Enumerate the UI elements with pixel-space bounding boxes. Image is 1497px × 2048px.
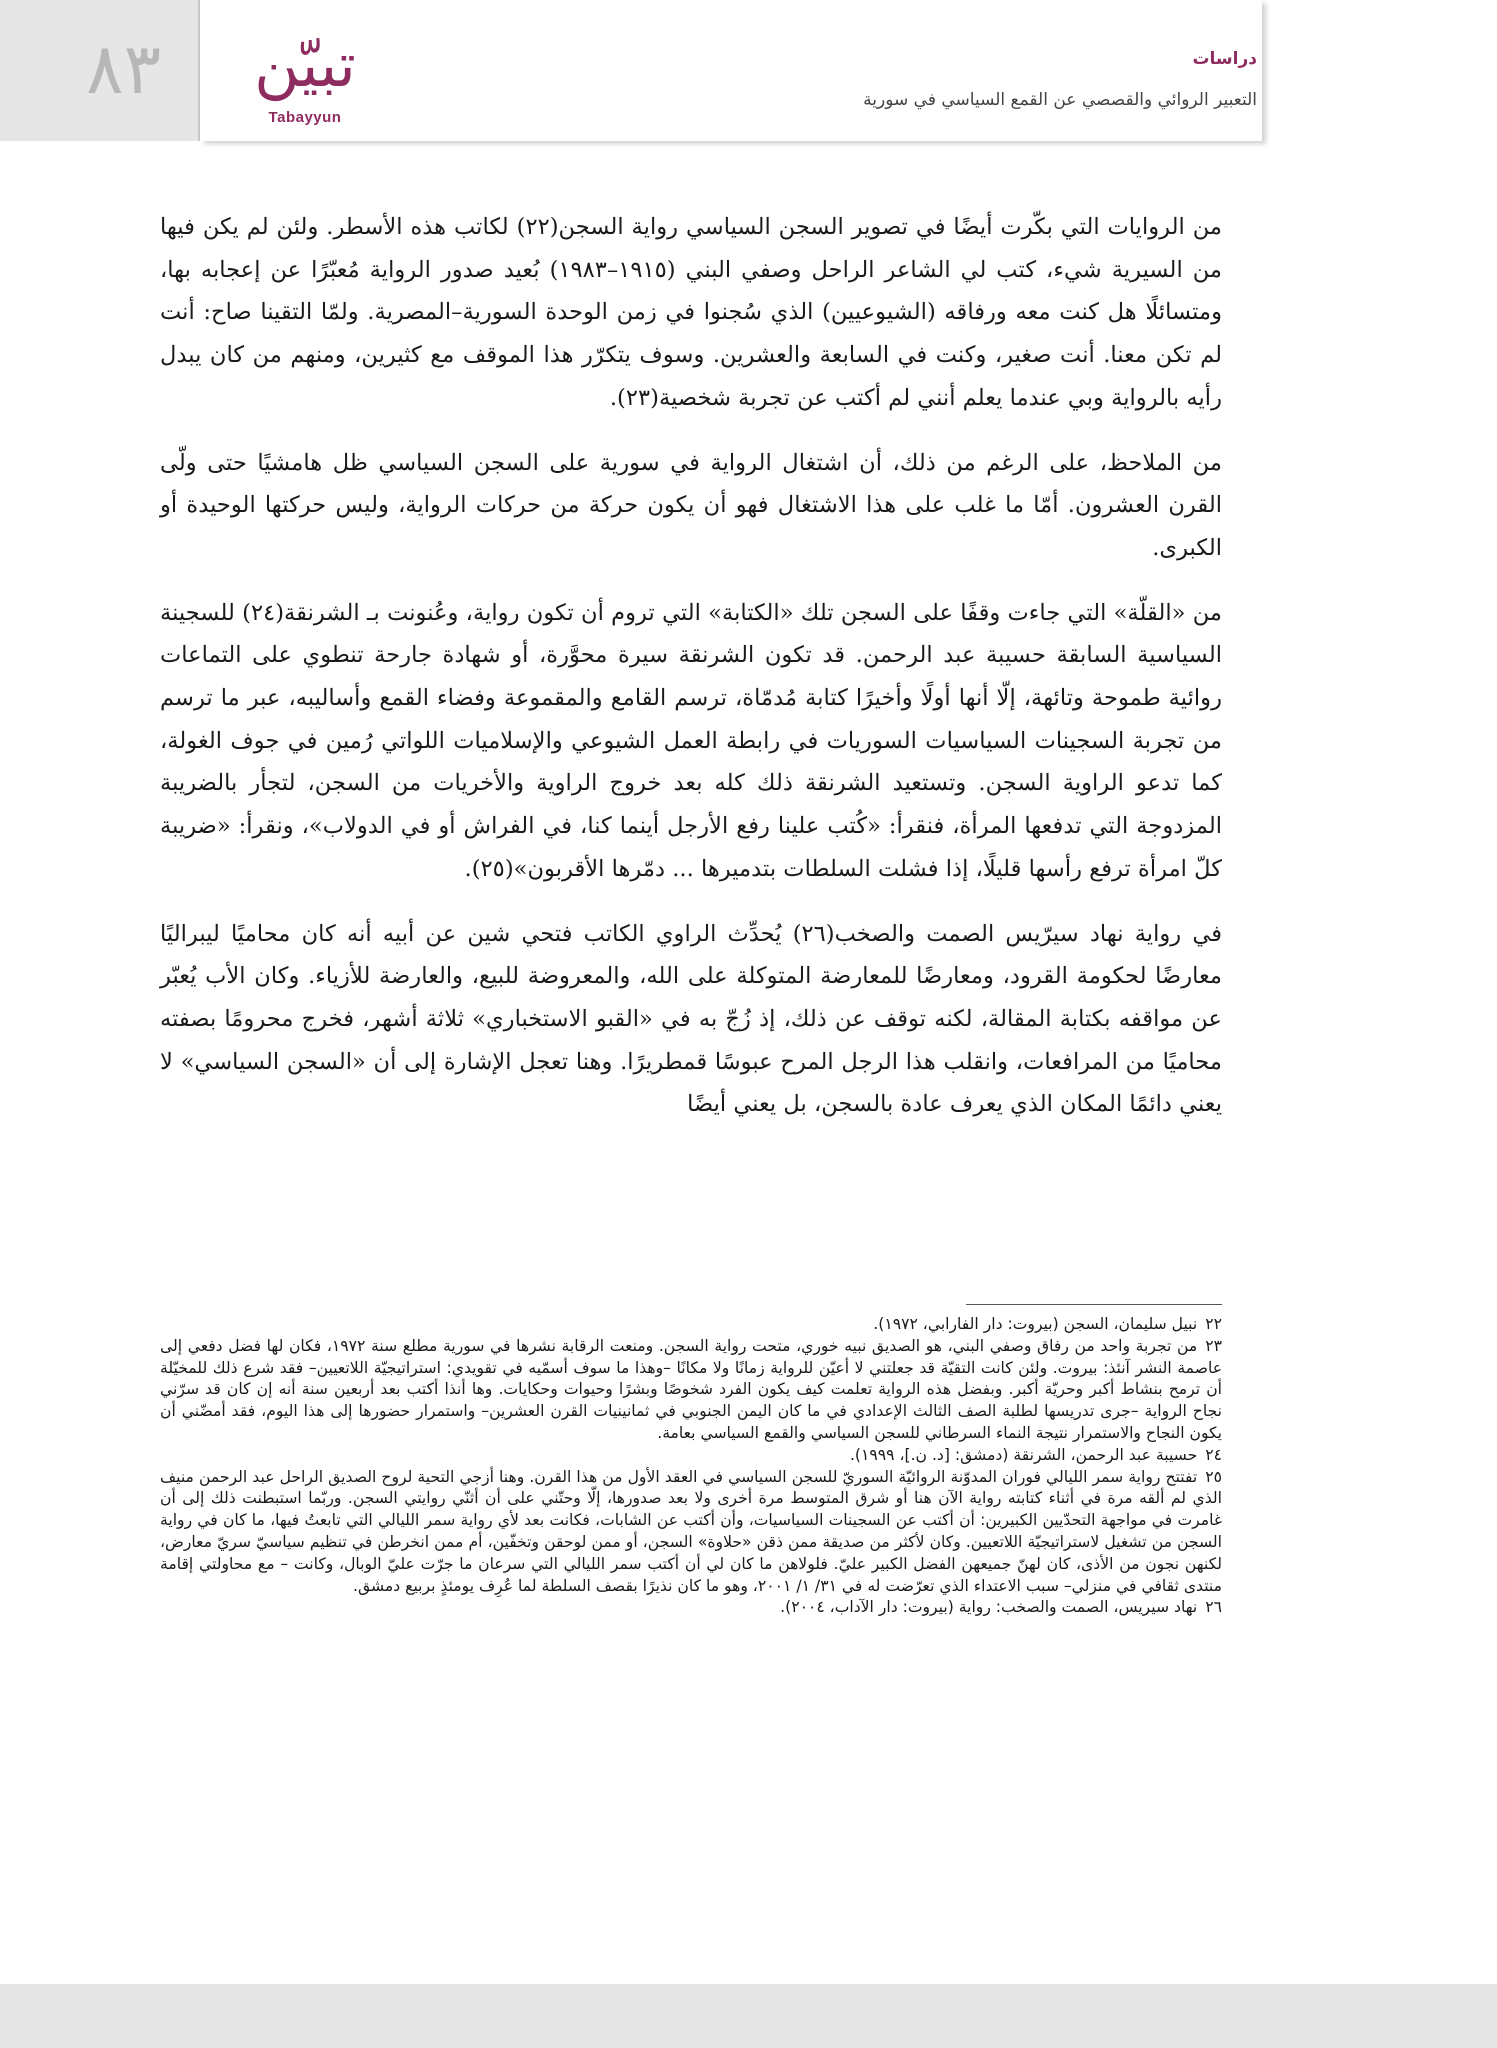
footnote	[160, 1336, 1222, 1445]
footnote	[160, 1445, 1222, 1467]
header-divider	[198, 0, 200, 141]
footer-band	[0, 1984, 1497, 2048]
article-body	[160, 206, 1222, 1126]
body-paragraph: من الروايات التي بكّرت أيضًا في تصوير السجن السياسي رواية السجن(٢٢) لكاتب هذه الأسطر. ولئن لم يكن فيها من السيرية شيء، كتب لي الشاعر الراحل وصفي البني (١٩١٥–١٩٨٣) بُعيد صدور الرواية مُعبّرًا عن إعجابه بها، ومتسائلًا هل كنت معه ورفاقه (الشيوعيين) الذي سُجنوا في زمن الوحدة السورية–المصرية. ولمّا التقينا صاح: أنت لم تكن معنا. أنت صغير، وكنت في السابعة والعشرين. وسوف يتكرّر هذا الموقف مع كثيرين، ومنهم من كان يبدل رأيه بالرواية وبي عندما يعلم أنني لم أكتب عن تجربة شخصية(٢٣).	[160, 214, 1222, 411]
footnote-text: نبيل سليمان، السجن (بيروت: دار الفارابي، ١٩٧٢).	[873, 1315, 1198, 1333]
body-paragraph: من الملاحظ، على الرغم من ذلك، أن اشتغال الرواية في سورية على السجن السياسي ظل هامشيًا حتى ولّى القرن العشرون. أمّا ما غلب على هذا الاشتغال فهو أن يكون حركة من حركات الرواية، وليس حركتها الوحيدة أو الكبرى.	[160, 449, 1222, 561]
logo-latin-text: Tabayyun	[268, 109, 342, 126]
journal-logo	[210, 20, 400, 135]
footnote-text: من تجربة واحد من رفاق وصفي البني، هو الصديق نبيه خوري، متحت رواية السجن. ومنعت الرقابة نشرها في سورية مطلع سنة ١٩٧٢، فكان لها فضل دفعي إلى عاصمة النشر آنئذ: بيروت. ولئن كانت التقيّة قد جعلتني لا أعيّن للرواية زمانًا ولا مكانًا –وهذا ما سوف أسمّيه في تقويدي: استراتيجيّة اللاتعيين– فقد شرع ذلك للمخيّلة أن ترمح بنشاط أكبر وحريّة أكبر. وبفضل هذه الرواية تعلمت كيف يكون الفرد شخوصًا وبشرًا وحيوات وحكايات. وها أنذا أكتب بعد أربعين سنة أنه إن كان قد سرّني نجاح الرواية –جرى تدريسها لطلبة الصف الثالث الإعدادي في ما كان اليمن الجنوبي في ثمانينيات القرن العشرين– واستمرار حضورها إلى هذا اليوم، فقد أمضّني أن يكون النجاح والاستمرار نتيجة النماء السرطاني للسجن السياسي والقمع السياسي بعامة.	[160, 1336, 1222, 1442]
body-paragraph: في رواية نهاد سيرّيس الصمت والصخب(٢٦) يُحدِّث الراوي الكاتب فتحي شين عن أبيه أنه كان محاميًا ليبراليًا معارضًا لحكومة القرود، ومعارضًا للمعارضة المتوكلة على الله، والمعروضة للبيع، والعارضة للأزياء. وكان الأب يُعبّر عن مواقفه بكتابة المقالة، لكنه توقف عن ذلك، إذ زُجّ به في «القبو الاستخباري» ثلاثة أشهر، فخرج محرومًا بصفته محاميًا من المرافعات، وانقلب هذا الرجل المرح عبوسًا قمطريرًا. وهنا تعجل الإشارة إلى أن «السجن السياسي» لا يعني دائمًا المكان الذي يعرف عادة بالسجن، بل يعني أيضًا	[160, 920, 1223, 1118]
running-article-title: التعبير الروائي والقصصي عن القمع السياسي في سورية	[863, 90, 1257, 110]
footnote-number: ٢٤	[1205, 1445, 1222, 1464]
footnote-number: ٢٦	[1205, 1598, 1222, 1617]
footnote-number: ٢٢	[1205, 1315, 1222, 1333]
footnote-text: تفتتح رواية سمر الليالي فوران المدوّنة الروائيّة السوريّ للسجن السياسي في العقد الأول من هذا القرن. وهنا أزجي التحية لروح الصديق الراحل عبد الرحمن منيف الذي لم ألقه مرة في أثناء كتابته رواية الآن هنا أو شرق المتوسط مرة أخرى ولا بعد صدورها، إلّا وحتّني على أن أثنّي روايتي السجن. وربّما استبطنت ذلك إلى أن غامرت في مواجهة التحدّيين الكبيرين: أن أكتب عن السجينات السياسيات، وأن أكتب عن الشابات، فكانت بعد لأي رواية سمر الليالي التي تابعتُ فيها، ما كان في رواية السجن من تشغيل لاستراتيجيّة اللاتعيين. وكان لأكثر من صديقة ممن ذقن «حلاوة» السجن، أو ممن لوحقن وتخفّين، أم ممن انخرطن في تنظيم سياسيّ سريّ معارض، لكنهن نجون من الأذى، كان لهنّ جميعهن الفضل الكبير عليّ. فلولاهن ما كان لي أن أكتب سمر الليالي التي سرعان ما جرّت عليّ الوبال، وكانت – مع محاولتي إقامة منتدى ثقافي في منزلي– سبب الاعتداء الذي تعرّضت له في ٣١/ ١/ ٢٠٠١، وهو ما كان نذيرًا بقصف السلطة لما عُرِف يومئذٍ بربيع دمشق.	[160, 1467, 1222, 1595]
page-number: ٨٣	[86, 28, 162, 110]
body-paragraph: من «القلّة» التي جاءت وقفًا على السجن تلك «الكتابة» التي تروم أن تكون رواية، وعُنونت بـ الشرنقة(٢٤) للسجينة السياسية السابقة حسيبة عبد الرحمن. قد تكون الشرنقة سيرة محوَّرة، أو شهادة جارحة تنطوي على التماعات روائية طموحة وتائهة، إلّا أنها أولًا وأخيرًا كتابة مُدمّاة، ترسم القامع والمقموعة وفضاء القمع وأساليبه، عبر ما ترسم من تجربة السجينات السياسيات السوريات في رابطة العمل الشيوعي والإسلاميات اللواتي رُمين في جوف الغولة، كما تدعو الراوية السجن. وتستعيد الشرنقة ذلك كله بعد خروج الراوية والأخريات من السجن، لتجأر بالضريبة المزدوجة التي تدفعها المرأة، فنقرأ: «كُتب علينا رفع الأرجل أينما كنا، في الفراش أو في الدولاب»، ونقرأ: «ضريبة كلّ امرأة ترفع رأسها قليلًا، إذا فشلت السلطات بتدميرها ... دمّرها الأقربون»(٢٥).	[160, 599, 1223, 882]
footnote	[160, 1467, 1222, 1598]
footnote	[160, 1597, 1222, 1619]
footnote-text: نهاد سيريس، الصمت والصخب: رواية (بيروت: دار الآداب، ٢٠٠٤).	[780, 1598, 1198, 1617]
logo-arabic-text: تبيّن	[254, 28, 356, 101]
footnote-divider	[966, 1304, 1222, 1305]
footnote-number: ٢٣	[1205, 1336, 1222, 1355]
footnote-text: حسيبة عبد الرحمن، الشرنقة (دمشق: [د. ن.]، ١٩٩٩).	[849, 1445, 1198, 1464]
section-label: دراسات	[1192, 49, 1257, 69]
footnote	[160, 1314, 1222, 1336]
footnotes	[160, 1314, 1222, 1619]
footnote-number: ٢٥	[1205, 1467, 1222, 1486]
